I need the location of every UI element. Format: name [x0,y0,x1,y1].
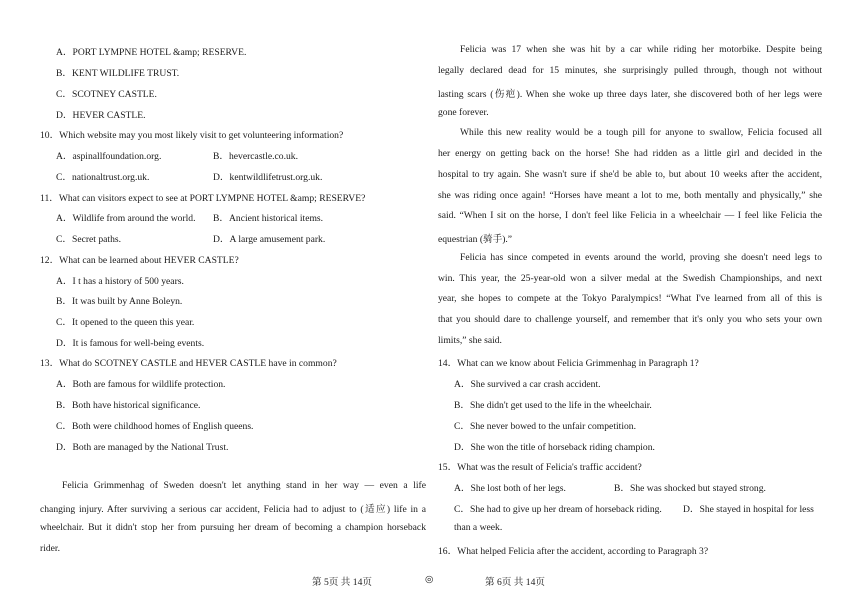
p2-line-2: legally declared dead for 15 minutes, she surprisingly pulled through, though not without [438,65,822,76]
q9-option-c[interactable]: C．SCOTNEY CASTLE. [56,89,157,100]
p2-line-3: lasting scars (伤疤). When she woke up three days later, she discovered both of her legs were [438,89,822,100]
passage-line-4: rider. [40,543,60,554]
q12-option-a[interactable]: A．I t has a history of 500 years. [56,276,184,287]
q10-option-c[interactable]: C．nationaltrust.org.uk. [56,172,150,183]
passage-line-2: changing injury. After surviving a serious car accident, Felicia had to adjust to (适应) life in a [40,504,426,515]
q9-option-a[interactable]: A．PORT LYMPNE HOTEL &amp; RESERVE. [56,47,247,58]
p2-line-4: gone forever. [438,107,489,118]
p3-line-3: hospital to try again. She wasn't sure if she'd be able to, but about 10 weeks after the accident, [438,169,822,180]
q13-option-c[interactable]: C．Both were childhood homes of English queens. [56,421,254,432]
q10-option-d[interactable]: D．kentwildlifetrust.org.uk. [213,172,323,183]
q9-option-d[interactable]: D．HEVER CASTLE. [56,110,146,121]
q13-option-a[interactable]: A．Both are famous for wildlife protection. [56,379,226,390]
q13-option-b[interactable]: B．Both have historical significance. [56,400,201,411]
q15-option-a[interactable]: A．She lost both of her legs. [454,483,566,494]
p4-line-4: that you should dare to challenge yourself, and remember that it's only you who sets your own [438,314,822,325]
p3-line-2: her energy on getting back on the horse! She had ridden as a little girl and decided in the [438,148,822,159]
q11-option-d[interactable]: D．A large amusement park. [213,234,326,245]
q11-option-a[interactable]: A．Wildlife from around the world. [56,213,196,224]
passage-line-1: Felicia Grimmenhag of Sweden doesn't let anything stand in her way — even a life [62,480,426,491]
p4-line-3: year, she hopes to compete at the Tokyo Paralympics! “What I've learned from all of this is [438,293,822,304]
question-16: 16．What helped Felicia after the accident, according to Paragraph 3? [438,546,709,557]
p3-line-4: she was riding once again! “Horses have meant a lot to me, both mentally and physically,” she [438,190,822,201]
p3-line-6: equestrian (骑手).” [438,234,513,245]
q15-option-d-continued: than a week. [454,522,503,533]
q15-option-b[interactable]: B．She was shocked but stayed strong. [614,483,766,494]
p3-line-1: While this new reality would be a tough pill for anyone to swallow, Felicia focused all [460,127,822,138]
q11-option-b[interactable]: B．Ancient historical items. [213,213,324,224]
question-15: 15．What was the result of Felicia's traffic accident? [438,462,642,473]
page-number-left: 第 5页 共 14页 [312,577,372,588]
q10-option-b[interactable]: B．hevercastle.co.uk. [213,151,298,162]
q13-option-d[interactable]: D．Both are managed by the National Trust. [56,442,229,453]
page-number-right: 第 6页 共 14页 [485,577,545,588]
question-12: 12．What can be learned about HEVER CASTLE? [40,255,239,266]
q12-option-b[interactable]: B．It was built by Anne Boleyn. [56,296,183,307]
question-10: 10．Which website may you most likely visit to get volunteering information? [40,130,344,141]
p4-line-1: Felicia has since competed in events around the world, proving she doesn't need legs to [460,252,822,263]
passage-line-3: wheelchair. But it didn't stop her from pursuing her dream of becoming a champion horseback [40,522,426,533]
p3-line-5: said. “When I sit on the horse, I don't feel like Felicia in a wheelchair — I feel like Felicia the [438,210,822,221]
q12-option-c[interactable]: C．It opened to the queen this year. [56,317,195,328]
center-mark: ◎ [425,574,434,585]
q14-option-c[interactable]: C．She never bowed to the unfair competition. [454,421,636,432]
q15-option-c[interactable]: C．She had to give up her dream of horseback riding. [454,504,662,515]
q12-option-d[interactable]: D．It is famous for well-being events. [56,338,205,349]
q10-option-a[interactable]: A．aspinallfoundation.org. [56,151,162,162]
p4-line-2: win. This year, the 25-year-old won a silver medal at the Swedish Championships, and next [438,273,822,284]
q9-option-b[interactable]: B．KENT WILDLIFE TRUST. [56,68,180,79]
question-14: 14．What can we know about Felicia Grimmenhag in Paragraph 1? [438,358,699,369]
q14-option-b[interactable]: B．She didn't get used to the life in the wheelchair. [454,400,652,411]
q15-option-d[interactable]: D．She stayed in hospital for less [683,504,814,515]
question-11: 11．What can visitors expect to see at PORT LYMPNE HOTEL &amp; RESERVE? [40,193,366,204]
q14-option-d[interactable]: D．She won the title of horseback riding champion. [454,442,655,453]
p4-line-5: limits,” she said. [438,335,502,346]
p2-line-1: Felicia was 17 when she was hit by a car while riding her motorbike. Despite being [460,44,822,55]
q14-option-a[interactable]: A．She survived a car crash accident. [454,379,601,390]
question-13: 13．What do SCOTNEY CASTLE and HEVER CASTLE have in common? [40,358,337,369]
q11-option-c[interactable]: C．Secret paths. [56,234,122,245]
